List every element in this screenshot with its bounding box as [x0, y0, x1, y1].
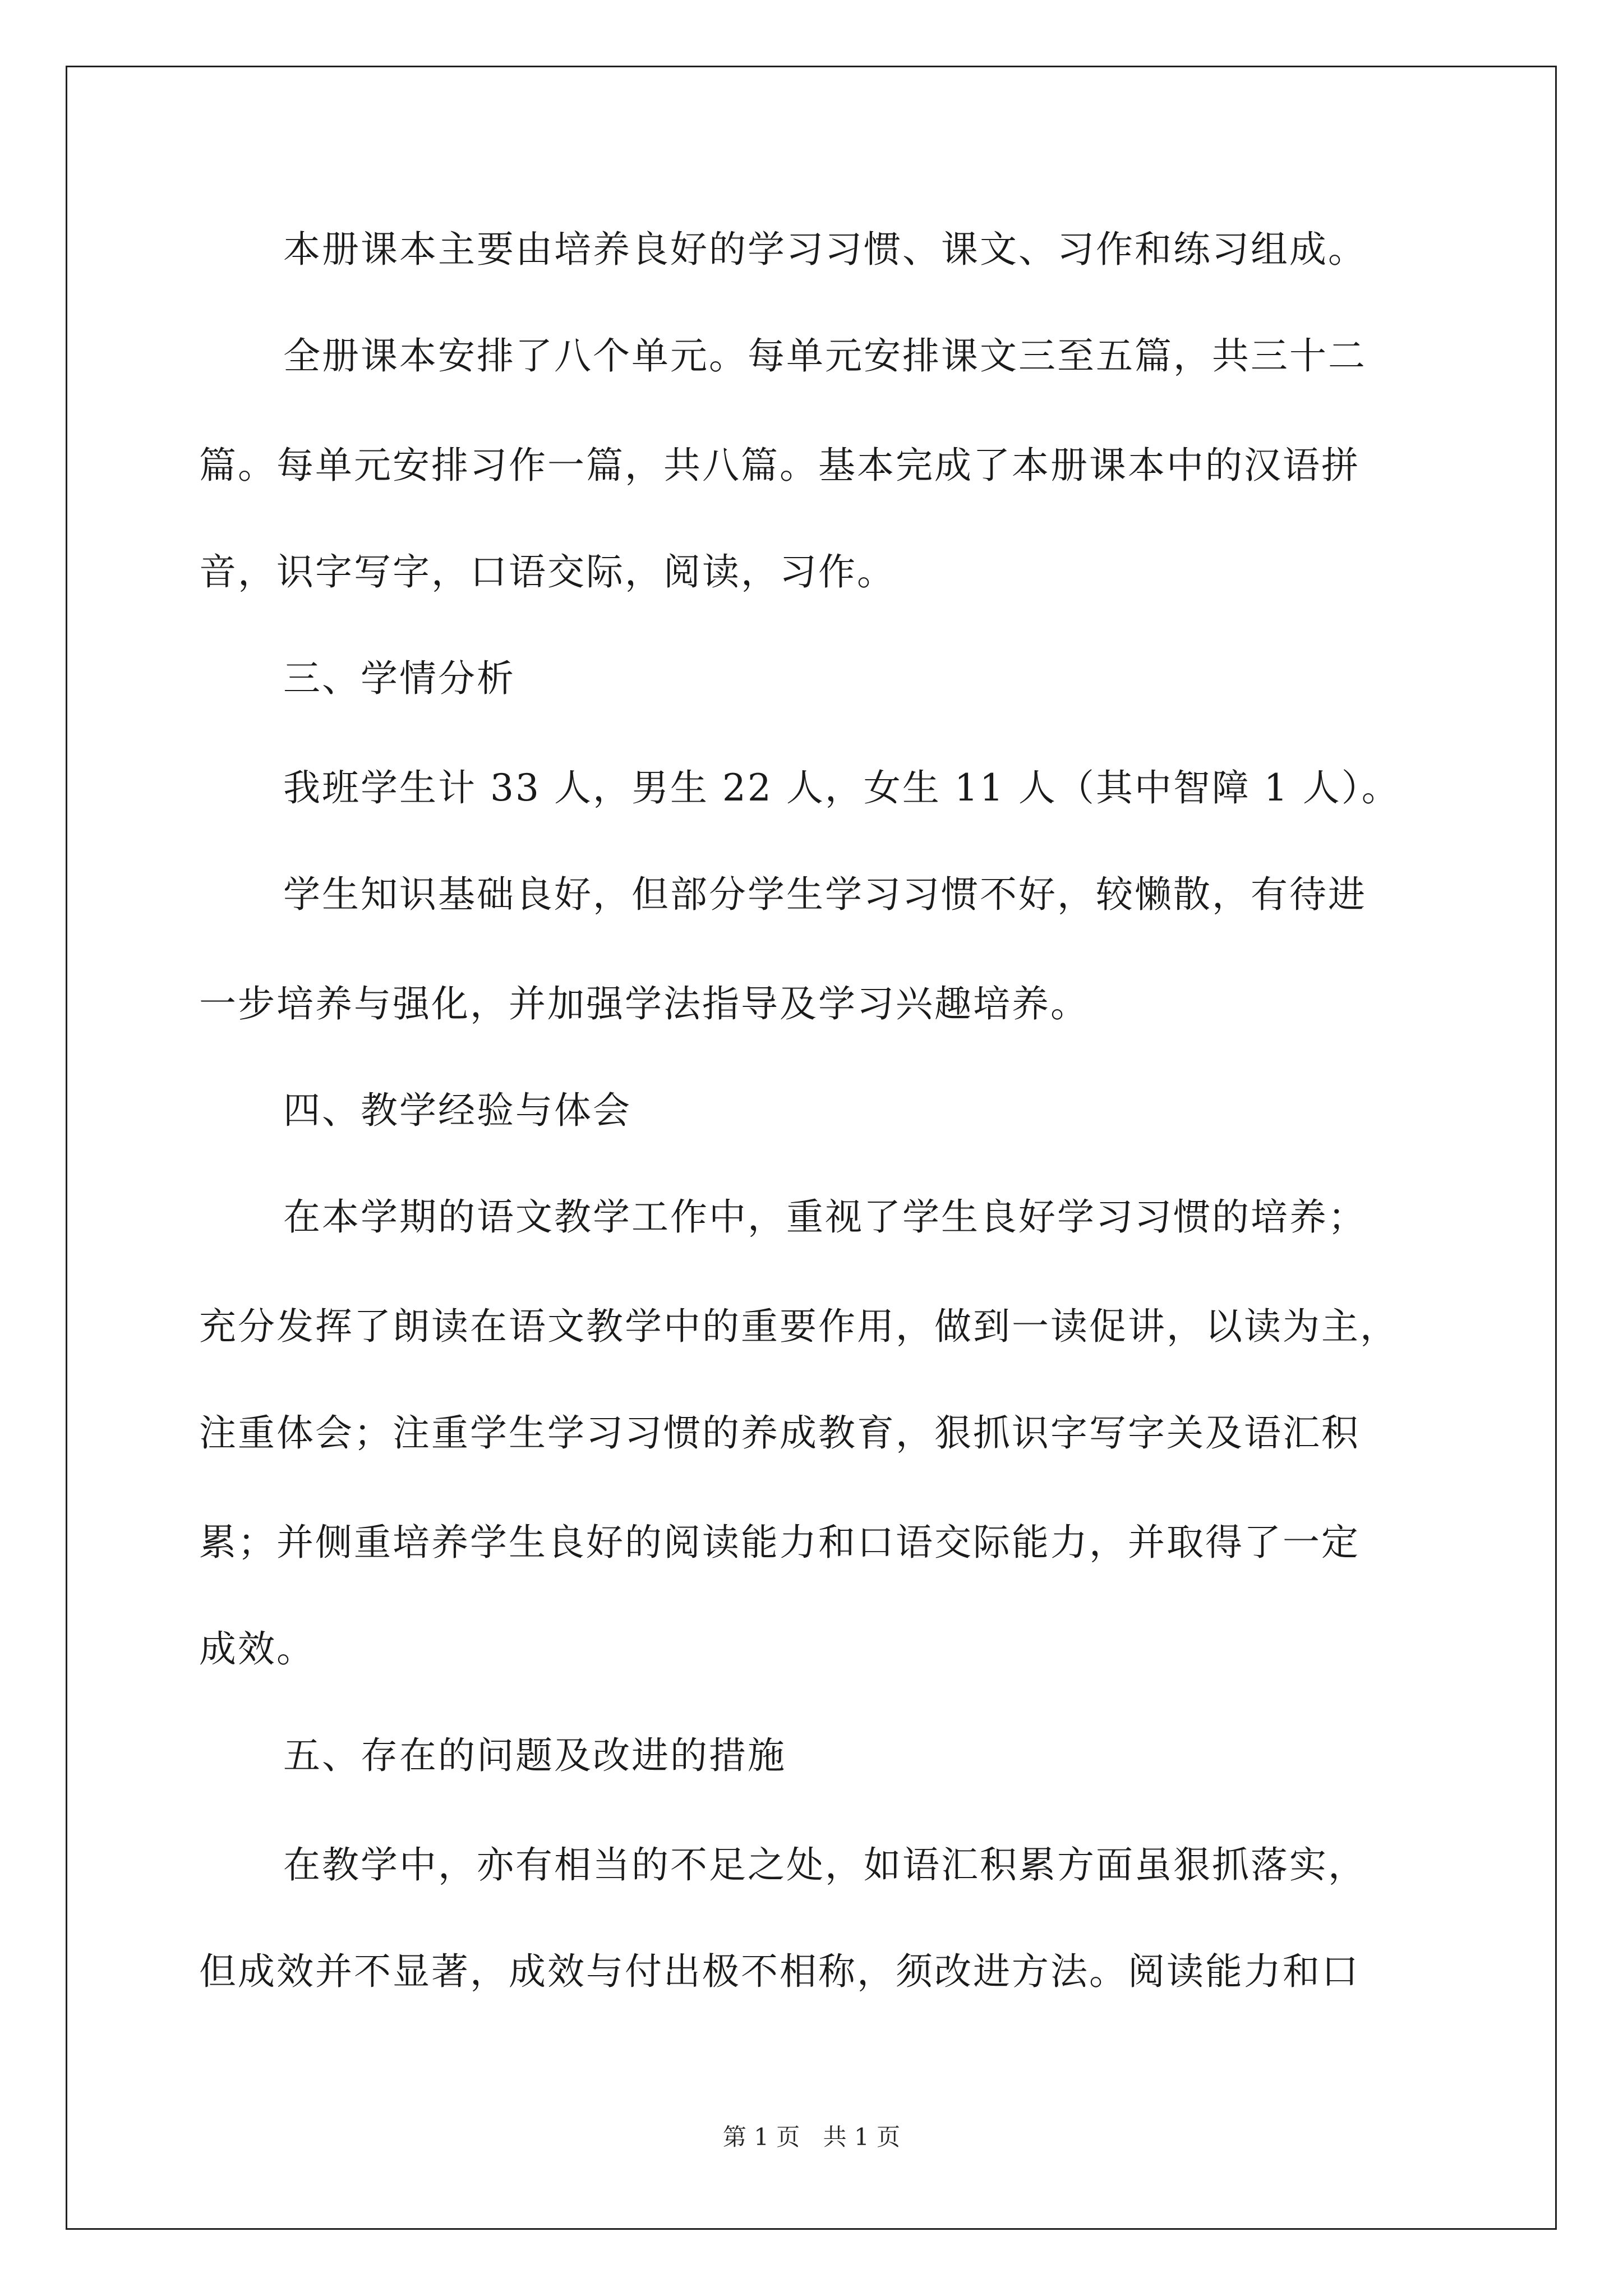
paragraph-line: 在本学期的语文教学工作中，重视了学生良好学习习惯的培养； [283, 1195, 1367, 1239]
section-heading: 四、教学经验与体会 [283, 1089, 631, 1132]
paragraph-line: 音，识字写字，口语交际，阅读，习作。 [199, 550, 896, 593]
page-number-current: 第 1 页 [722, 2123, 800, 2151]
paragraph-line: 成效。 [199, 1627, 315, 1671]
paragraph-line: 一步培养与强化，并加强学法指导及学习兴趣培养。 [199, 982, 1089, 1025]
page-footer [0, 2120, 1623, 2154]
paragraph-line: 累；并侧重培养学生良好的阅读能力和口语交际能力，并取得了一定 [199, 1521, 1360, 1564]
section-heading: 三、学情分析 [283, 657, 515, 700]
page-number-total: 共 1 页 [823, 2123, 901, 2151]
section-heading: 五、存在的问题及改进的措施 [283, 1734, 786, 1777]
paragraph-line: 本册课本主要由培养良好的学习习惯、课文、习作和练习组成。 [283, 228, 1367, 271]
paragraph-line: 学生知识基础良好，但部分学生学习习惯不好，较懒散，有待进 [283, 873, 1367, 916]
paragraph-line: 充分发挥了朗读在语文教学中的重要作用，做到一读促讲，以读为主， [199, 1305, 1399, 1348]
paragraph-line: 全册课本安排了八个单元。每单元安排课文三至五篇，共三十二 [283, 334, 1367, 378]
paragraph-line: 篇。每单元安排习作一篇，共八篇。基本完成了本册课本中的汉语拼 [199, 444, 1360, 487]
page-border [66, 66, 1557, 2230]
paragraph-line: 在教学中，亦有相当的不足之处，如语汇积累方面虽狠抓落实， [283, 1843, 1367, 1887]
paragraph-line: 但成效并不显著，成效与付出极不相称，须改进方法。阅读能力和口 [199, 1950, 1360, 1993]
paragraph-line: 我班学生计 33 人，男生 22 人，女生 11 人（其中智障 1 人）。 [283, 766, 1400, 809]
paragraph-line: 注重体会；注重学生学习习惯的养成教育，狠抓识字写字关及语汇积 [199, 1411, 1360, 1455]
